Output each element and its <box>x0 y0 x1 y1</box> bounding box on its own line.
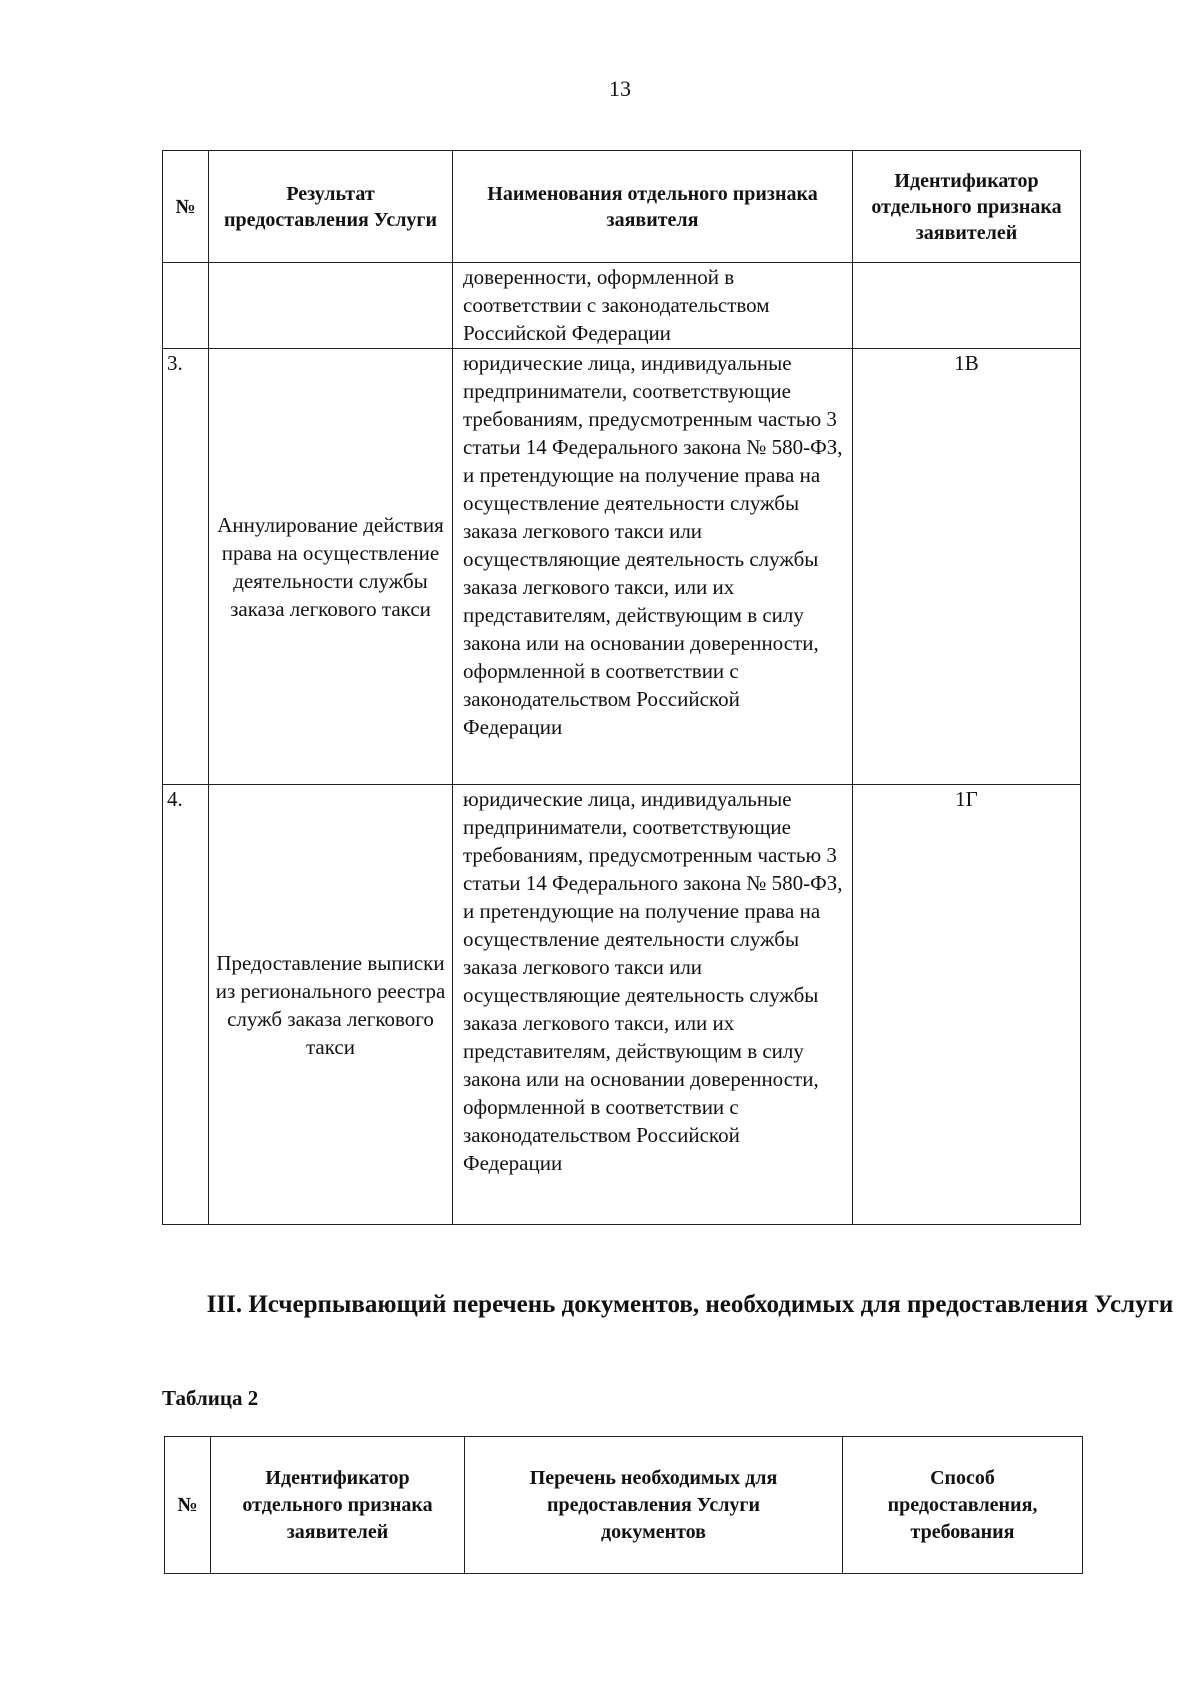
row-number: 3. <box>163 349 209 785</box>
documents-table <box>164 1436 1083 1574</box>
row-feature-name: доверенности, оформленной в соответствии с законодательством Российской Федерации <box>453 263 853 349</box>
row-feature-name: юридические лица, индивидуальные предприниматели, соответствующие требованиям, предусмотренным частью 3 статьи 14 Федерального закона № 580-ФЗ, и претендующие на получение права на осуществление деятельности службы заказа легкового такси или осуществляющие деятельность службы заказа легкового такси, или их представителям, действующим в силу закона или на основании доверенности, оформленной в соответствии с законодательством Российской Федерации <box>453 785 853 1225</box>
row-result <box>209 263 453 349</box>
header-feature-name: Наименования отдельного признака заявителя <box>453 151 853 263</box>
row-feature-id <box>853 263 1081 349</box>
table-row <box>163 349 1081 785</box>
row-number: 4. <box>163 785 209 1225</box>
header-number: № <box>163 151 209 263</box>
row-result: Предоставление выписки из регионального реестра служб заказа легкового такси <box>209 785 453 1225</box>
page-number: 13 <box>609 76 631 101</box>
header-result: Результат предоставления Услуги <box>209 151 453 263</box>
table-row <box>163 785 1081 1225</box>
header-feature-id: Идентификатор отдельного признака заявителей <box>853 151 1081 263</box>
header-number: № <box>165 1437 211 1574</box>
header-submission-method: Способ предоставления, требования <box>843 1437 1083 1574</box>
row-feature-name: юридические лица, индивидуальные предприниматели, соответствующие требованиям, предусмотренным частью 3 статьи 14 Федерального закона № 580-ФЗ, и претендующие на получение права на осуществление деятельности службы заказа легкового такси или осуществляющие деятельность службы заказа легкового такси, или их представителям, действующим в силу закона или на основании доверенности, оформленной в соответствии с законодательством Российской Федерации <box>453 349 853 785</box>
row-feature-id: 1В <box>853 349 1081 785</box>
section-title: III. Исчерпывающий перечень документов, необходимых для предоставления Услуги <box>206 1291 1174 1318</box>
applicant-features-table <box>162 150 1081 1225</box>
table-row <box>163 263 1081 349</box>
row-number <box>163 263 209 349</box>
header-documents-list: Перечень необходимых для предоставления Услуги документов <box>465 1437 843 1574</box>
row-feature-id: 1Г <box>853 785 1081 1225</box>
header-feature-id: Идентификатор отдельного признака заявителей <box>211 1437 465 1574</box>
row-result: Аннулирование действия права на осуществление деятельности службы заказа легкового такси <box>209 349 453 785</box>
table-label: Таблица 2 <box>162 1386 259 1410</box>
